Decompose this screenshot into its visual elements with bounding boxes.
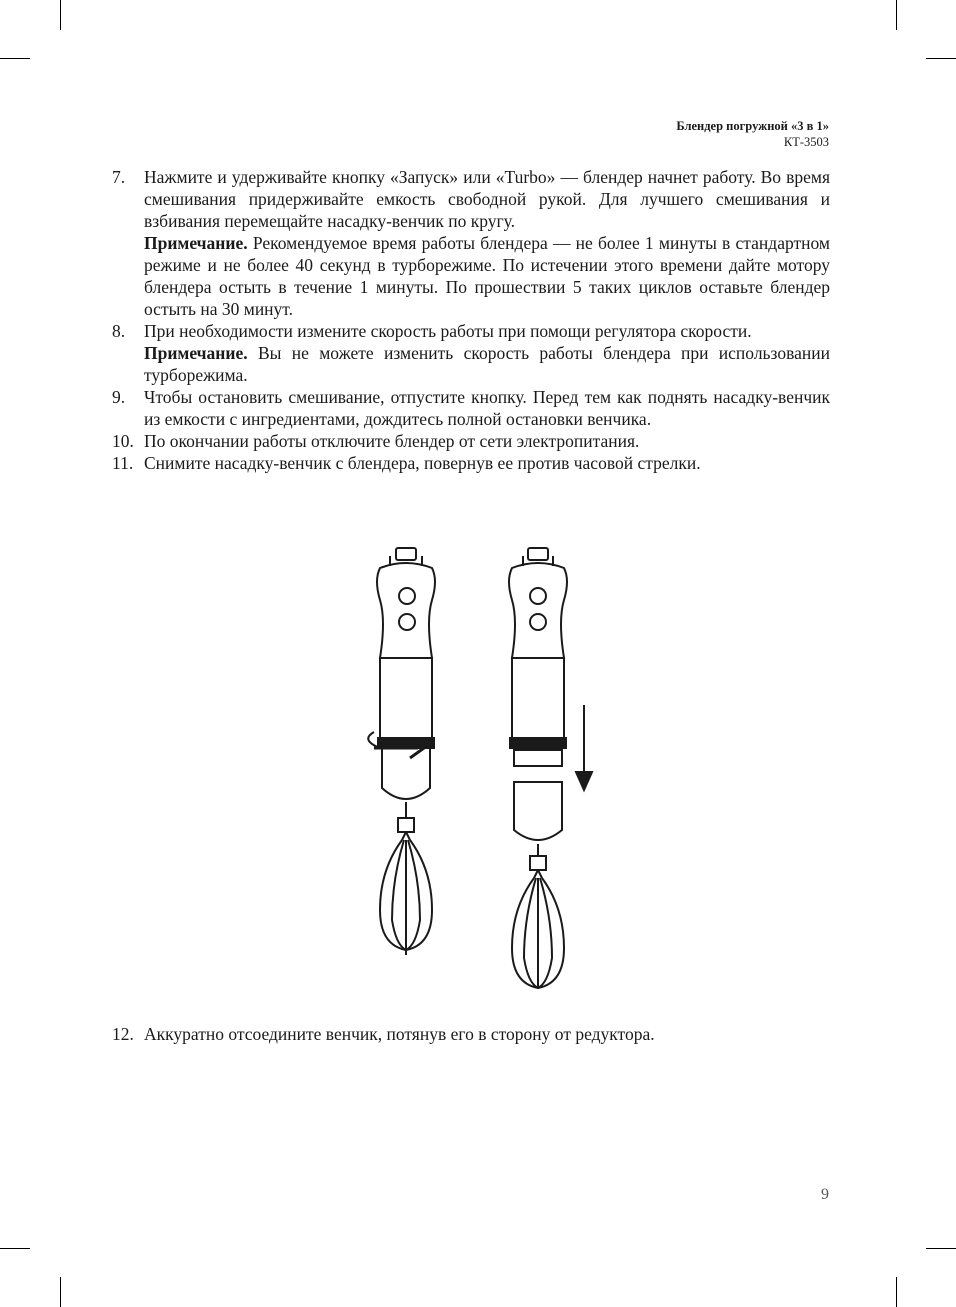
- step-number: 12.: [112, 1024, 134, 1044]
- step-text: Аккуратно отсоедините венчик, потянув его в сторону от редуктора.: [144, 1024, 655, 1044]
- running-header: [676, 118, 829, 150]
- step-number: 7.: [112, 167, 126, 187]
- page-number: 9: [821, 1186, 829, 1203]
- crop-mark: [60, 1277, 61, 1307]
- step-note: [144, 232, 830, 320]
- crop-mark: [926, 1248, 956, 1249]
- whisk-removal-illustration: [340, 540, 600, 1000]
- header-title: Блендер погружной «3 в 1»: [676, 119, 829, 133]
- step-12: [112, 1023, 830, 1045]
- crop-mark: [896, 0, 897, 30]
- step-text: Чтобы остановить смешивание, отпустите кнопку. Перед тем как поднять насадку-венчик из емкости с ингредиентами, дождитесь полной остановки венчика.: [144, 387, 830, 429]
- instruction-list: [112, 166, 830, 474]
- crop-mark: [926, 58, 956, 59]
- step-text: Снимите насадку-венчик с блендера, повернув ее против часовой стрелки.: [144, 453, 701, 473]
- step-number: 9.: [112, 387, 126, 407]
- step-text: Нажмите и удерживайте кнопку «Запуск» или «Turbo» — блендер начнет работу. Во время смешивания придерживайте емкость свободной рукой. Для лучшего смешивания и взбивания перемещайте насадку-венчик по кругу.: [144, 167, 830, 231]
- separated-blender: [509, 548, 592, 988]
- header-model: КТ-3503: [783, 135, 829, 149]
- step-7: [112, 166, 830, 320]
- step-number: 8.: [112, 321, 126, 341]
- note-text: Вы не можете изменить скорость работы блендера при использовании турборежима.: [144, 343, 830, 385]
- crop-mark: [0, 1248, 30, 1249]
- note-label: Примечание.: [144, 343, 248, 363]
- step-text: При необходимости измените скорость работы при помощи регулятора скорости.: [144, 321, 752, 341]
- step-11: [112, 452, 830, 474]
- step-9: [112, 386, 830, 430]
- crop-mark: [896, 1277, 897, 1307]
- note-text: Рекомендуемое время работы блендера — не более 1 минуты в стандартном режиме и не более 40 секунд в турборежиме. По истечении этого времени дайте мотору блендера остыть в течение 1 минуты. По прошествии 5 таких циклов оставьте блендер остыть на 30 минут.: [144, 233, 830, 319]
- step-10: [112, 430, 830, 452]
- step-number: 11.: [112, 453, 134, 473]
- step-note: [144, 342, 830, 386]
- step-8: [112, 320, 830, 386]
- assembled-blender: [368, 548, 435, 955]
- step-text: По окончании работы отключите блендер от сети электропитания.: [144, 431, 640, 451]
- crop-mark: [0, 58, 30, 59]
- step-number: 10.: [112, 431, 134, 451]
- note-label: Примечание.: [144, 233, 248, 253]
- crop-mark: [60, 0, 61, 30]
